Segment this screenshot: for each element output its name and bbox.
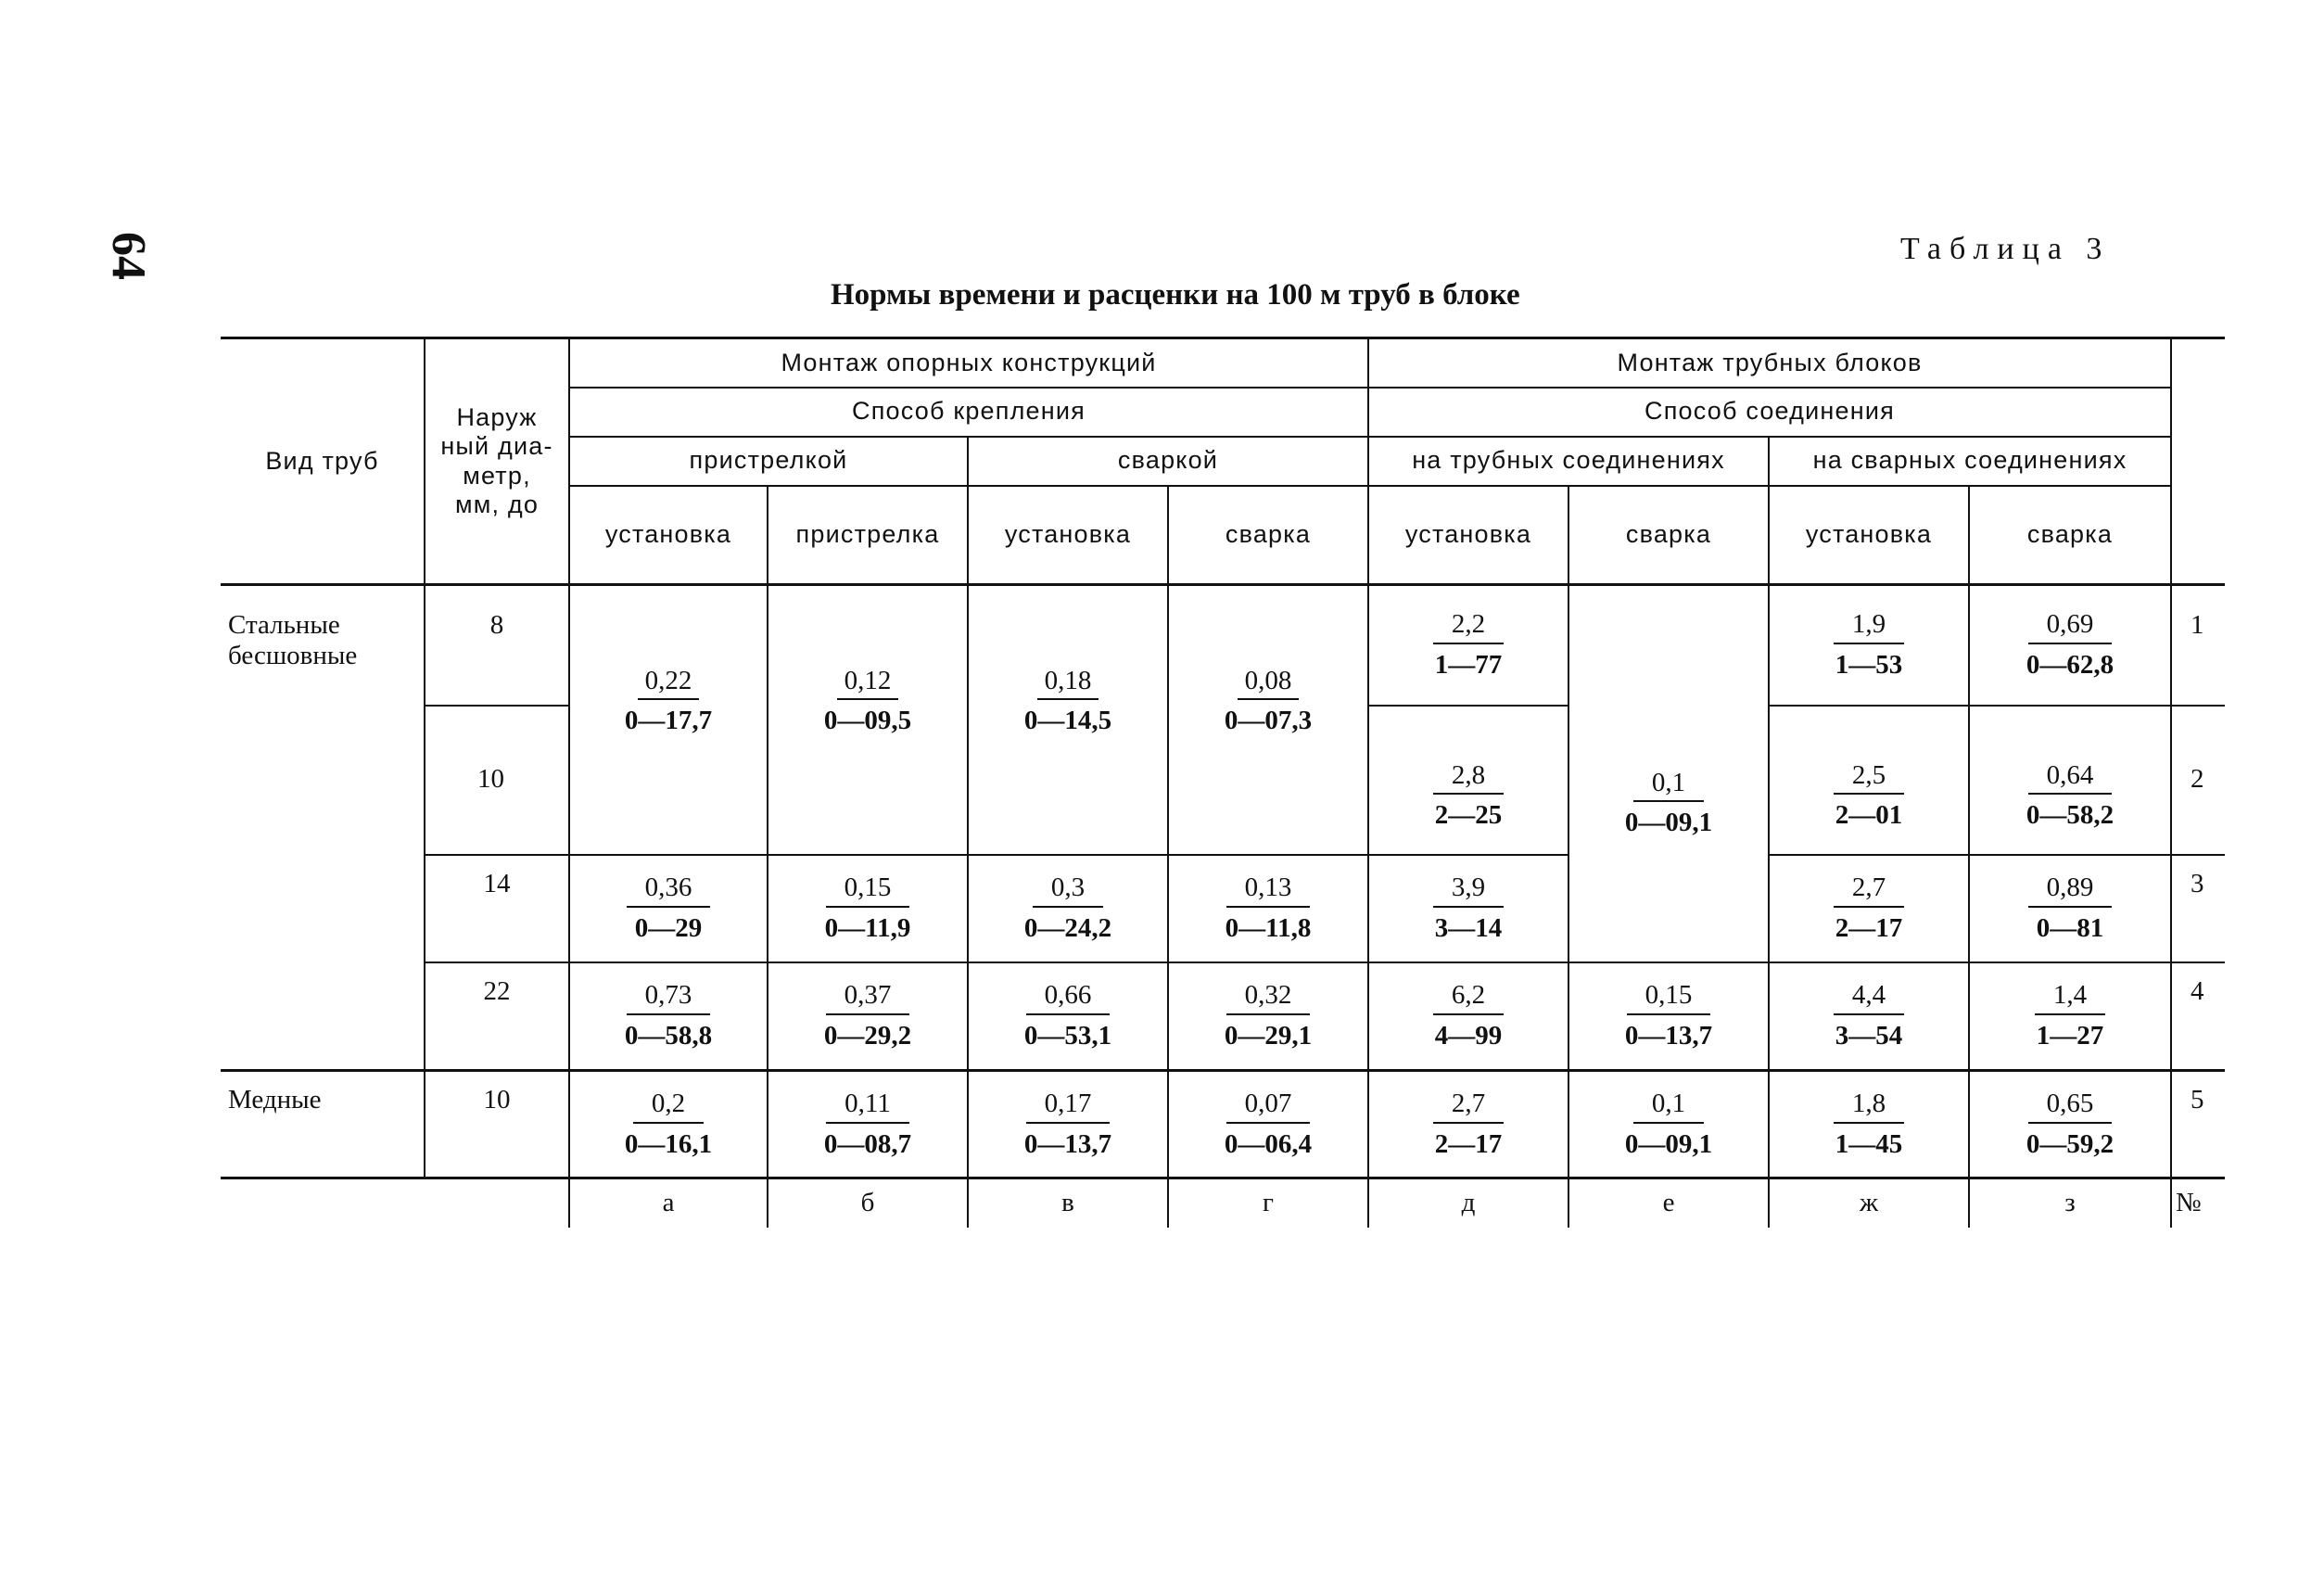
- header-welded-joints: на сварных соединениях: [1769, 437, 2171, 486]
- value-cell: [968, 962, 1168, 1071]
- rate-value: 0—11,9: [824, 912, 911, 943]
- norm-value: 0,66: [1026, 980, 1111, 1014]
- table-title: Нормы времени и расценки на 100 м труб в блоке: [831, 278, 1520, 312]
- row-number: 4: [2171, 962, 2225, 1071]
- footer-letter: з: [1969, 1178, 2171, 1229]
- rate-value: 0—11,8: [1225, 912, 1312, 943]
- value-cell: [968, 585, 1168, 855]
- value-cell: [569, 962, 768, 1071]
- rate-value: 0—17,7: [624, 706, 713, 736]
- row-label-copper: Медные: [221, 1071, 425, 1178]
- norm-value: 0,17: [1026, 1089, 1111, 1123]
- rate-value: 1—77: [1434, 649, 1503, 680]
- norm-value: 2,2: [1433, 609, 1504, 643]
- col-header-g: сварка: [1168, 486, 1368, 585]
- rate-value: 2—17: [1434, 1128, 1503, 1159]
- value-cell: [1168, 1071, 1368, 1178]
- value-cell: [1969, 855, 2171, 962]
- norm-value: 0,11: [826, 1089, 909, 1123]
- row-label-steel-line: Стальные: [228, 610, 340, 640]
- value-cell: [1168, 962, 1368, 1071]
- header-group-blocks: Монтаж трубных блоков: [1368, 338, 2171, 388]
- norm-value: 0,1: [1633, 768, 1704, 802]
- norm-value: 0,65: [2028, 1089, 2113, 1123]
- header-vid-trub: Вид труб: [221, 338, 425, 585]
- rate-value: 0—14,5: [1023, 706, 1112, 736]
- row-number: 3: [2191, 868, 2204, 898]
- table-label: Таблица 3: [1900, 232, 2111, 266]
- row-label-steel: [221, 585, 425, 1071]
- norm-value: 2,5: [1834, 760, 1904, 795]
- footer-letter: е: [1568, 1178, 1769, 1229]
- norm-value: 0,12: [837, 666, 899, 700]
- value-cell: [768, 962, 968, 1071]
- rate-value: 2—25: [1434, 799, 1503, 830]
- norms-table: [221, 337, 2225, 1228]
- norm-value: 0,1: [1633, 1089, 1704, 1123]
- footer-letter: в: [968, 1178, 1168, 1229]
- footer-letter: а: [569, 1178, 768, 1229]
- header-fastening-method: Способ крепления: [569, 388, 1368, 437]
- row-number: 2: [2171, 706, 2225, 855]
- value-cell: [968, 855, 1168, 962]
- norm-value: 1,8: [1834, 1089, 1904, 1123]
- row-number: 5: [2171, 1071, 2225, 1178]
- value-cell: [1368, 855, 1568, 962]
- rate-value: 0—16,1: [624, 1128, 713, 1159]
- norm-value: 0,07: [1226, 1089, 1311, 1123]
- rate-value: 1—27: [2036, 1020, 2104, 1051]
- norm-value: 0,32: [1226, 980, 1311, 1014]
- rate-value: 0—53,1: [1023, 1020, 1112, 1051]
- header-diameter-line: ный диа-: [440, 432, 553, 461]
- col-header-zh: установка: [1769, 486, 1969, 585]
- rate-value: 0—13,7: [1624, 1020, 1713, 1051]
- diameter-cell: 10: [425, 1071, 569, 1178]
- page-number: 64: [102, 232, 155, 280]
- footer-number-sign: №: [2176, 1188, 2202, 1218]
- row-number: 1: [2171, 585, 2225, 706]
- header-group-supports: Монтаж опорных конструкций: [569, 338, 1368, 388]
- col-header-a: установка: [569, 486, 768, 585]
- diameter-cell: 10: [425, 706, 569, 855]
- value-cell: [1969, 962, 2171, 1071]
- rate-value: 0—59,2: [2026, 1128, 2114, 1159]
- norm-value: 0,18: [1037, 666, 1099, 700]
- rate-value: 1—53: [1835, 649, 1903, 680]
- rate-value: 0—29,2: [823, 1020, 912, 1051]
- footer-letter: д: [1368, 1178, 1568, 1229]
- rate-value: 3—14: [1434, 912, 1503, 943]
- norm-value: 0,89: [2028, 872, 2113, 907]
- rate-value: 0—29: [634, 912, 703, 943]
- norm-value: 0,3: [1033, 872, 1103, 907]
- norm-value: 3,9: [1433, 872, 1504, 907]
- norm-value: 0,73: [627, 980, 711, 1014]
- rate-value: 1—45: [1835, 1128, 1903, 1159]
- value-cell: [968, 1071, 1168, 1178]
- header-svarkoy: сваркой: [968, 437, 1368, 486]
- value-cell: [1368, 585, 1568, 706]
- value-cell: [1969, 585, 2171, 706]
- norm-value: 0,13: [1226, 872, 1311, 907]
- norm-value: 0,69: [2028, 609, 2113, 643]
- value-cell: [1769, 1071, 1969, 1178]
- header-diameter-line: метр,: [463, 461, 531, 490]
- norm-value: 0,36: [627, 872, 711, 907]
- header-pristrelkoy: пристрелкой: [569, 437, 968, 486]
- value-cell: [1568, 585, 1769, 962]
- rate-value: 3—54: [1835, 1020, 1903, 1051]
- rate-value: 0—58,8: [624, 1020, 713, 1051]
- norm-value: 2,7: [1433, 1089, 1504, 1123]
- header-joining-method: Способ соединения: [1368, 388, 2171, 437]
- col-header-b: пристрелка: [768, 486, 968, 585]
- norm-value: 1,4: [2035, 980, 2105, 1014]
- value-cell: [1568, 1071, 1769, 1178]
- header-diameter: [425, 338, 569, 585]
- header-pipe-joints: на трубных соединениях: [1368, 437, 1769, 486]
- norm-value: 0,37: [826, 980, 910, 1014]
- norm-value: 2,7: [1834, 872, 1904, 907]
- value-cell: [1769, 855, 1969, 962]
- value-cell: [1168, 585, 1368, 855]
- rate-value: 2—17: [1835, 912, 1903, 943]
- rate-value: 0—09,1: [1624, 808, 1713, 838]
- value-cell: [569, 855, 768, 962]
- rate-value: 0—07,3: [1224, 706, 1313, 736]
- rate-value: 0—13,7: [1023, 1128, 1112, 1159]
- value-cell: [768, 855, 968, 962]
- norm-value: 0,2: [633, 1089, 704, 1123]
- rate-value: 0—09,5: [823, 706, 912, 736]
- norm-value: 0,15: [1627, 980, 1711, 1014]
- norm-value: 6,2: [1433, 980, 1504, 1014]
- value-cell: [1969, 706, 2171, 855]
- value-cell: [1769, 585, 1969, 706]
- value-cell: [569, 585, 768, 855]
- rate-value: 0—58,2: [2026, 799, 2114, 830]
- col-header-z: сварка: [1969, 486, 2171, 585]
- norm-value: 1,9: [1834, 609, 1904, 643]
- value-cell: [1368, 1071, 1568, 1178]
- footer-letter: б: [768, 1178, 968, 1229]
- diameter-cell: 14: [425, 855, 569, 962]
- header-diameter-line: Наруж: [456, 403, 538, 432]
- rate-value: 0—29,1: [1224, 1020, 1313, 1051]
- header-diameter-line: мм, до: [454, 490, 540, 518]
- col-header-e: сварка: [1568, 486, 1769, 585]
- rate-value: 0—24,2: [1023, 912, 1112, 943]
- norm-value: 2,8: [1433, 760, 1504, 795]
- norm-value: 0,64: [2028, 760, 2113, 795]
- col-header-d: установка: [1368, 486, 1568, 585]
- rate-value: 2—01: [1835, 799, 1903, 830]
- value-cell: [1769, 706, 1969, 855]
- value-cell: [569, 1071, 768, 1178]
- rate-value: 0—06,4: [1224, 1128, 1313, 1159]
- value-cell: [1769, 962, 1969, 1071]
- value-cell: [1168, 855, 1368, 962]
- value-cell: [1969, 1071, 2171, 1178]
- value-cell: [1568, 962, 1769, 1071]
- rate-value: 0—09,1: [1624, 1128, 1713, 1159]
- diameter-cell: 8: [425, 585, 569, 706]
- norm-value: 0,15: [826, 872, 910, 907]
- norm-value: 4,4: [1834, 980, 1904, 1014]
- value-cell: [1368, 962, 1568, 1071]
- rate-value: 4—99: [1434, 1020, 1503, 1051]
- value-cell: [768, 585, 968, 855]
- row-label-steel-line: бесшовные: [228, 641, 358, 671]
- rate-value: 0—81: [2036, 912, 2104, 943]
- norm-value: 0,22: [638, 666, 700, 700]
- value-cell: [1368, 706, 1568, 855]
- footer-letter: г: [1168, 1178, 1368, 1229]
- col-header-v: установка: [968, 486, 1168, 585]
- value-cell: [768, 1071, 968, 1178]
- norm-value: 0,08: [1238, 666, 1300, 700]
- diameter-cell: 22: [425, 962, 569, 1071]
- rate-value: 0—62,8: [2026, 649, 2114, 680]
- rate-value: 0—08,7: [823, 1128, 912, 1159]
- footer-letter: ж: [1769, 1178, 1969, 1229]
